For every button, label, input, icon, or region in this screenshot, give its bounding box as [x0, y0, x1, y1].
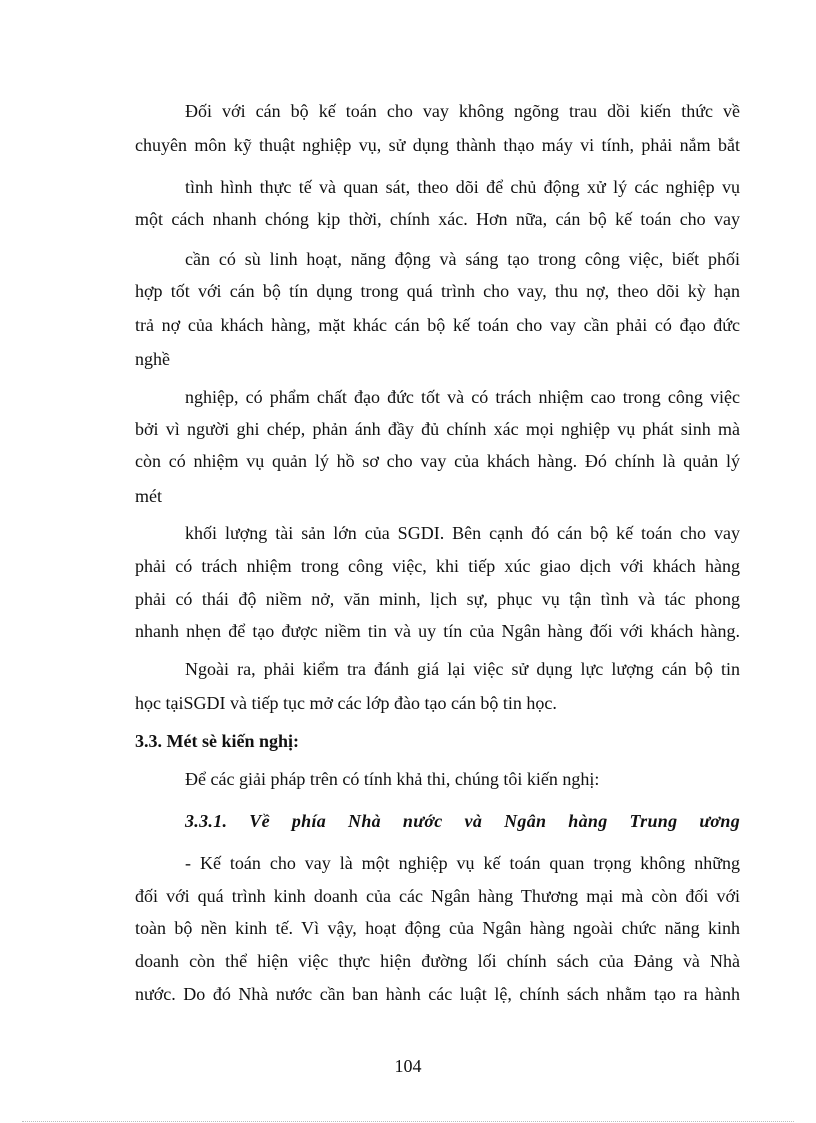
- paragraph-line: Đối với cán bộ kế toán cho vay không ngõng trau dồi kiến thức về: [185, 101, 740, 121]
- paragraph-line: nước. Do đó Nhà nước cần ban hành các luật lệ, chính sách nhằm tạo ra hành: [135, 984, 740, 1004]
- paragraph-line: khối lượng tài sản lớn của SGDI. Bên cạnh đó cán bộ kế toán cho vay: [185, 523, 740, 543]
- paragraph-line: một cách nhanh chóng kịp thời, chính xác. Hơn nữa, cán bộ kế toán cho vay: [135, 209, 740, 229]
- paragraph-line: tình hình thực tế và quan sát, theo dõi để chủ động xử lý các nghiệp vụ: [185, 177, 740, 197]
- paragraph-line: đối với quá trình kinh doanh của các Ngân hàng Thương mại mà còn đối với: [135, 886, 740, 906]
- paragraph-line: nghề: [135, 349, 170, 369]
- paragraph-line: cần có sù linh hoạt, năng động và sáng tạo trong công việc, biết phối: [185, 249, 740, 269]
- paragraph-line: - Kế toán cho vay là một nghiệp vụ kế toán quan trọng không những: [185, 853, 740, 873]
- paragraph-line: hợp tốt với cán bộ tín dụng trong quá trình cho vay, thu nợ, theo dõi kỳ hạn: [135, 281, 740, 301]
- paragraph-line: Ngoài ra, phải kiểm tra đánh giá lại việc sử dụng lực lượng cán bộ tin: [185, 659, 740, 679]
- paragraph-line: còn có nhiệm vụ quản lý hồ sơ cho vay của khách hàng. Đó chính là quản lý: [135, 451, 740, 471]
- paragraph-line: nhanh nhẹn để tạo được niềm tin và uy tín của Ngân hàng đối với khách hàng.: [135, 621, 740, 641]
- paragraph-line: mét: [135, 486, 162, 506]
- footer-divider: [22, 1121, 794, 1122]
- paragraph-line: phải có thái độ niềm nở, văn minh, lịch sự, phục vụ tận tình và tác phong: [135, 589, 740, 609]
- page-number: 104: [394, 1056, 422, 1076]
- section-heading: 3.3. Mét sè kiến nghị:: [135, 731, 299, 751]
- paragraph-line: toàn bộ nền kinh tế. Vì vậy, hoạt động của Ngân hàng ngoài chức năng kinh: [135, 918, 740, 938]
- paragraph-line: Để các giải pháp trên có tính khả thi, chúng tôi kiến nghị:: [185, 769, 600, 789]
- subsection-heading: 3.3.1. Về phía Nhà nước và Ngân hàng Trung ương: [185, 811, 740, 831]
- paragraph-line: doanh còn thể hiện việc thực hiện đường lối chính sách của Đảng và Nhà: [135, 951, 740, 971]
- paragraph-line: phải có trách nhiệm trong công việc, khi tiếp xúc giao dịch với khách hàng: [135, 556, 740, 576]
- paragraph-line: bởi vì người ghi chép, phản ánh đầy đủ chính xác mọi nghiệp vụ phát sinh mà: [135, 419, 740, 439]
- paragraph-line: trả nợ của khách hàng, mặt khác cán bộ kế toán cho vay cần phải có đạo đức: [135, 315, 740, 335]
- paragraph-line: học tạiSGDI và tiếp tục mở các lớp đào tạo cán bộ tin học.: [135, 693, 557, 713]
- paragraph-line: chuyên môn kỹ thuật nghiệp vụ, sử dụng thành thạo máy vi tính, phải nắm bắt: [135, 135, 740, 155]
- paragraph-line: nghiệp, có phẩm chất đạo đức tốt và có trách nhiệm cao trong công việc: [185, 387, 740, 407]
